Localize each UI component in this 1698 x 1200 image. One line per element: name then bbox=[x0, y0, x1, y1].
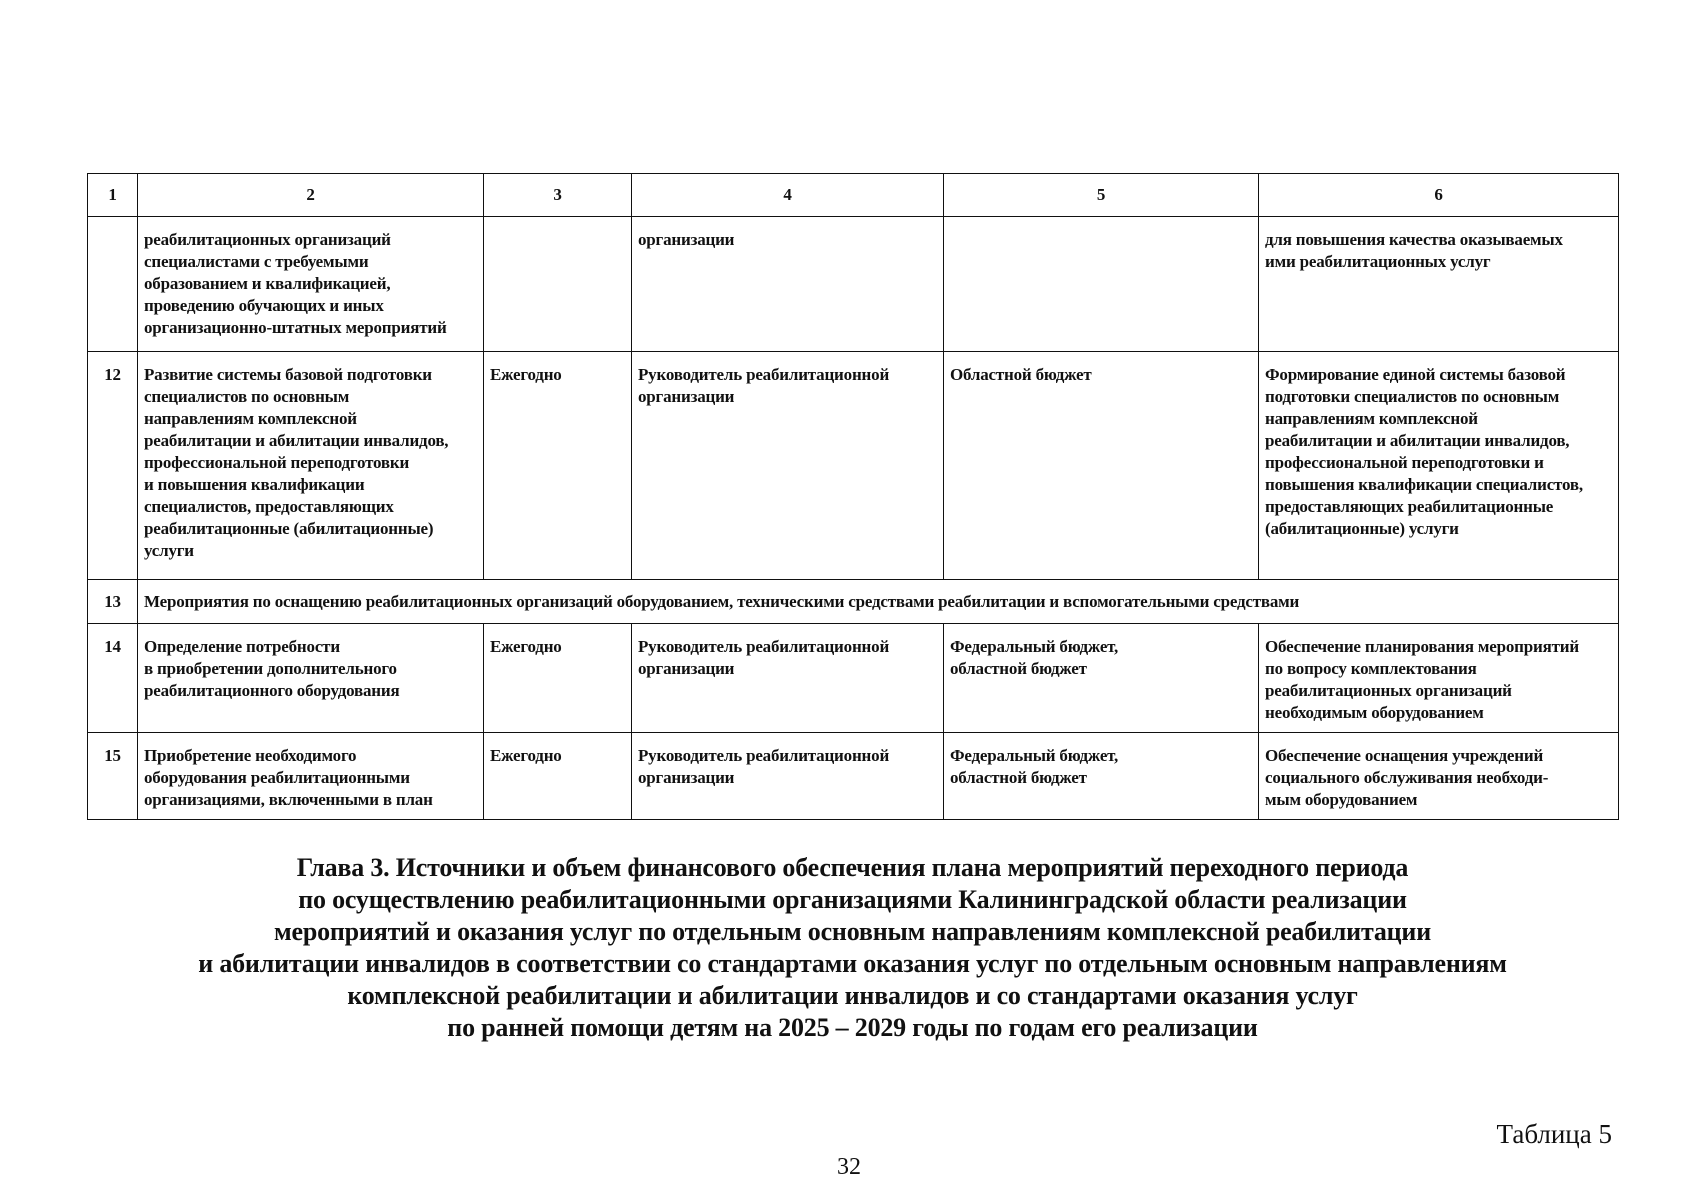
table-header-row bbox=[88, 174, 1619, 217]
result-cell: Формирование единой системы базовой подготовки специалистов по основным направлениям комплексной реабилитации и абилитации инвалидов, профессиональной переподготовки и повышения квалификации специалистов, предоставляющих реабилитационные (абилитационные) услуги bbox=[1259, 352, 1619, 580]
page-number: 32 bbox=[837, 1154, 861, 1180]
funding-source-cell bbox=[944, 217, 1259, 352]
section-title-cell: Мероприятия по оснащению реабилитационных организаций оборудованием, техническими средствами реабилитации и вспомогательными средствами bbox=[138, 580, 1619, 624]
column-header-4: 4 bbox=[632, 174, 944, 217]
table-row bbox=[88, 352, 1619, 580]
column-header-5: 5 bbox=[944, 174, 1259, 217]
term-cell: Ежегодно bbox=[484, 624, 632, 733]
table-label: Таблица 5 bbox=[1496, 1119, 1612, 1149]
chapter-heading: Глава 3. Источники и объем финансового обеспечения плана мероприятий переходного периода по осуществлению реабилитационными организациями Калининградской области реализации мероприятий и оказания услуг по отдельным основным направлениям комплексной реабилитации и абилитации инвалидов в соответствии со стандартами оказания услуг по отдельным основным направлениям комплексной реабилитации и абилитации инвалидов и со стандартами оказания услуг по ранней помощи детям на 2025 – 2029 годы по годам его реализации bbox=[198, 853, 1507, 1042]
responsible-cell: Руководитель реабилитационной организации bbox=[632, 733, 944, 820]
responsible-cell: Руководитель реабилитационной организации bbox=[632, 352, 944, 580]
activity-cell: Приобретение необходимого оборудования реабилитационными организациями, включенными в план bbox=[138, 733, 484, 820]
activity-cell: Определение потребности в приобретении дополнительного реабилитационного оборудования bbox=[138, 624, 484, 733]
result-cell: Обеспечение оснащения учреждений социального обслуживания необходи- мым оборудованием bbox=[1259, 733, 1619, 820]
section-row bbox=[88, 580, 1619, 624]
activities-table bbox=[87, 173, 1619, 820]
funding-source-cell: Федеральный бюджет, областной бюджет bbox=[944, 624, 1259, 733]
row-number: 13 bbox=[88, 580, 138, 624]
column-header-2: 2 bbox=[138, 174, 484, 217]
term-cell: Ежегодно bbox=[484, 733, 632, 820]
table-row bbox=[88, 217, 1619, 352]
responsible-cell: Руководитель реабилитационной организации bbox=[632, 624, 944, 733]
activity-cell: реабилитационных организаций специалистами с требуемыми образованием и квалификацией, проведению обучающих и иных организационно-штатных мероприятий bbox=[138, 217, 484, 352]
table-row bbox=[88, 733, 1619, 820]
term-cell bbox=[484, 217, 632, 352]
term-cell: Ежегодно bbox=[484, 352, 632, 580]
row-number bbox=[88, 217, 138, 352]
responsible-cell: организации bbox=[632, 217, 944, 352]
table-row bbox=[88, 624, 1619, 733]
column-header-1: 1 bbox=[88, 174, 138, 217]
column-header-6: 6 bbox=[1259, 174, 1619, 217]
funding-source-cell: Федеральный бюджет, областной бюджет bbox=[944, 733, 1259, 820]
row-number: 15 bbox=[88, 733, 138, 820]
row-number: 12 bbox=[88, 352, 138, 580]
row-number: 14 bbox=[88, 624, 138, 733]
result-cell: для повышения качества оказываемых ими реабилитационных услуг bbox=[1259, 217, 1619, 352]
activity-cell: Развитие системы базовой подготовки специалистов по основным направлениям комплексной реабилитации и абилитации инвалидов, профессиональной переподготовки и повышения квалификации специалистов, предоставляющих реабилитационные (абилитационные) услуги bbox=[138, 352, 484, 580]
column-header-3: 3 bbox=[484, 174, 632, 217]
result-cell: Обеспечение планирования мероприятий по вопросу комплектования реабилитационных организаций необходимым оборудованием bbox=[1259, 624, 1619, 733]
funding-source-cell: Областной бюджет bbox=[944, 352, 1259, 580]
